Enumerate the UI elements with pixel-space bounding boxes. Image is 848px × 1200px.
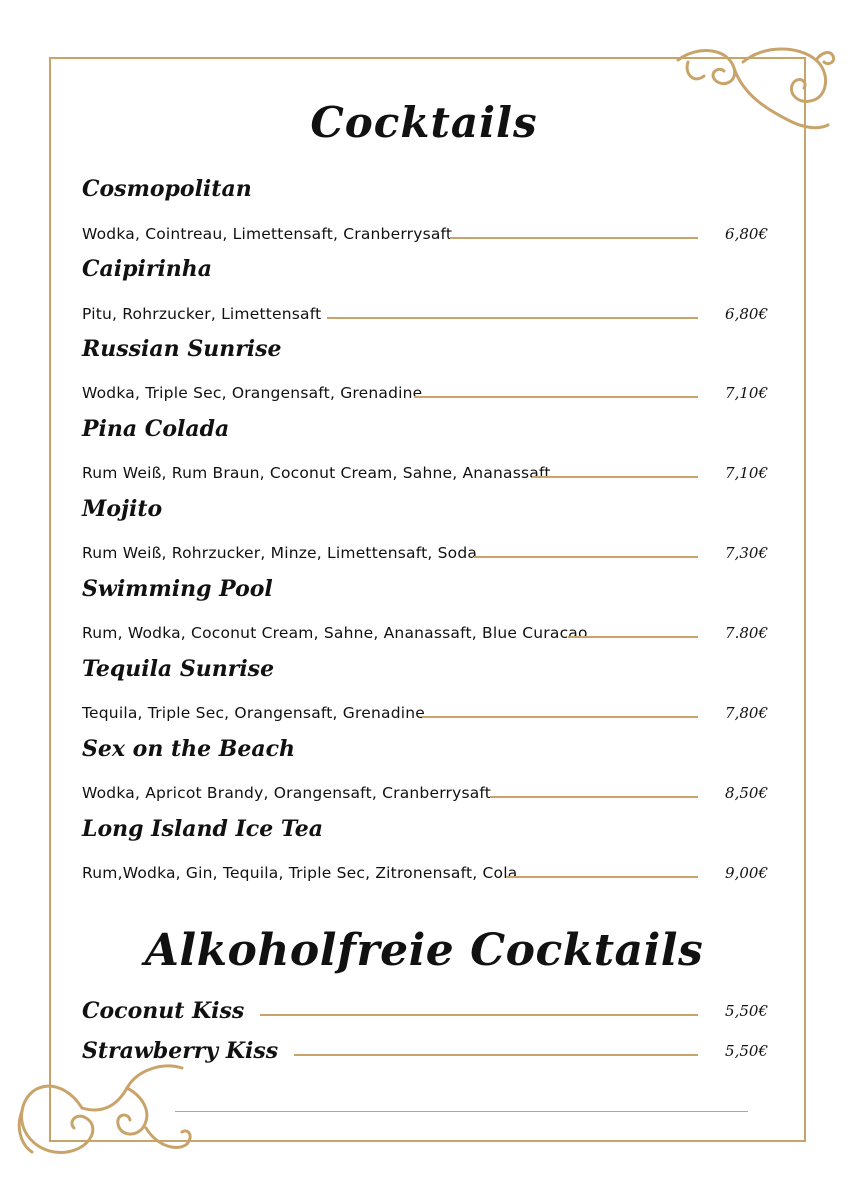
alkoholfrei-name: Coconut Kiss (82, 998, 245, 1024)
cocktail-price: 9,00€ (725, 864, 768, 882)
cocktail-name: Sex on the Beach (82, 736, 296, 762)
cocktail-ingredients: Rum, Wodka, Coconut Cream, Sahne, Ananassaft, Blue Curacao (82, 623, 588, 642)
cocktail-row (82, 620, 768, 646)
cocktail-ingredients: Rum Weiß, Rum Braun, Coconut Cream, Sahne, Ananassaft (82, 463, 551, 482)
cocktail-ingredients: Tequila, Triple Sec, Orangensaft, Grenadine (82, 703, 426, 722)
bottom-divider (175, 1111, 748, 1112)
alkoholfrei-price: 5,50€ (725, 1002, 768, 1020)
cocktail-name: Swimming Pool (82, 576, 273, 602)
leader-line (327, 317, 698, 319)
leader-line (532, 476, 698, 478)
leader-line (414, 396, 698, 398)
cocktail-price: 6,80€ (725, 225, 768, 243)
cocktail-row (82, 460, 768, 486)
cocktail-name: Mojito (82, 496, 163, 522)
cocktail-price: 6,80€ (725, 305, 768, 323)
leader-line (294, 1054, 698, 1056)
cocktail-price: 7,10€ (725, 384, 768, 402)
cocktail-row (82, 700, 768, 726)
cocktail-name: Pina Colada (82, 416, 230, 442)
cocktail-price: 7,80€ (725, 704, 768, 722)
cocktail-ingredients: Wodka, Cointreau, Limettensaft, Cranberrysaft (82, 224, 453, 243)
leader-line (422, 716, 698, 718)
cocktail-row (82, 301, 768, 327)
section-title-alkoholfrei: Alkoholfreie Cocktails (144, 925, 704, 976)
cocktail-name: Caipirinha (82, 256, 213, 282)
leader-line (450, 237, 698, 239)
cocktail-price: 8,50€ (725, 784, 768, 802)
alkoholfrei-row (82, 996, 768, 1026)
cocktail-name: Tequila Sunrise (82, 656, 275, 682)
cocktail-row (82, 221, 768, 247)
leader-line (260, 1014, 698, 1016)
alkoholfrei-row (82, 1036, 768, 1066)
cocktail-price: 7,10€ (725, 464, 768, 482)
cocktail-name: Russian Sunrise (82, 336, 282, 362)
cocktail-ingredients: Wodka, Apricot Brandy, Orangensaft, Cranberrysaft (82, 783, 492, 802)
alkoholfrei-name: Strawberry Kiss (82, 1038, 279, 1064)
cocktail-price: 7.80€ (725, 624, 768, 642)
leader-line (506, 876, 698, 878)
leader-line (490, 796, 698, 798)
cocktail-price: 7,30€ (725, 544, 768, 562)
leader-line (474, 556, 698, 558)
leader-line (568, 636, 698, 638)
cocktail-ingredients: Wodka, Triple Sec, Orangensaft, Grenadine (82, 383, 423, 402)
cocktail-name: Cosmopolitan (82, 176, 252, 202)
cocktail-ingredients: Rum,Wodka, Gin, Tequila, Triple Sec, Zitronensaft, Cola (82, 863, 518, 882)
cocktail-row (82, 860, 768, 886)
cocktail-ingredients: Pitu, Rohrzucker, Limettensaft (82, 304, 322, 323)
page-title: Cocktails (310, 98, 538, 147)
alkoholfrei-price: 5,50€ (725, 1042, 768, 1060)
cocktail-name: Long Island Ice Tea (82, 816, 323, 842)
cocktail-row (82, 780, 768, 806)
cocktail-ingredients: Rum Weiß, Rohrzucker, Minze, Limettensaft, Soda (82, 543, 478, 562)
cocktail-row (82, 380, 768, 406)
cocktail-row (82, 540, 768, 566)
swirl-ornament-icon (12, 1056, 192, 1166)
